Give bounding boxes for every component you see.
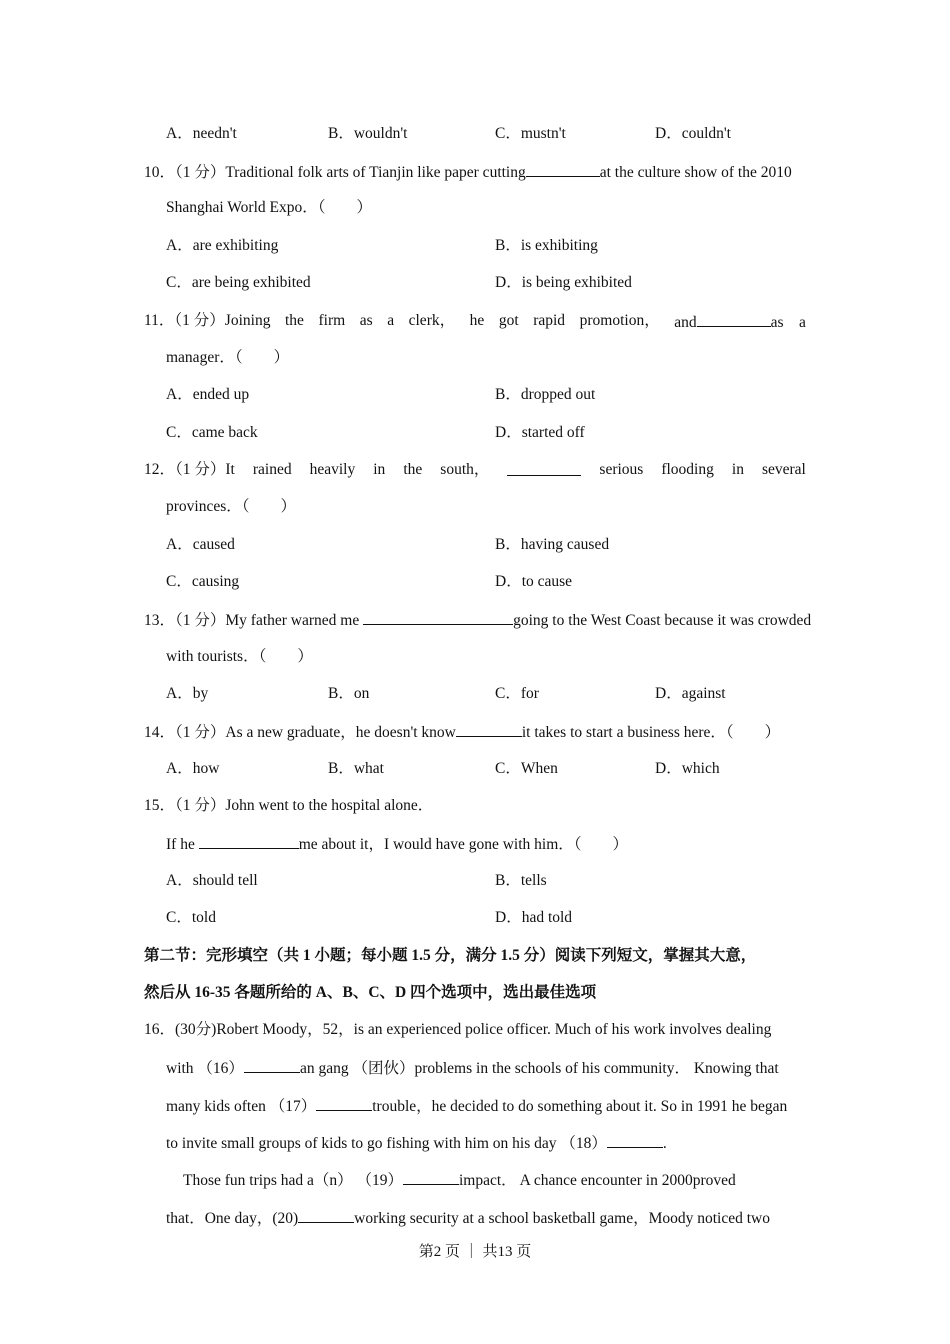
q11-stem-line1	[144, 311, 806, 333]
q13-stem-part1: 13．（1 分）My father warned me	[144, 612, 360, 629]
q12-stem-line2: provinces．（ ）	[166, 498, 297, 515]
q11-word: a	[387, 312, 395, 329]
q11-word: rapid	[533, 312, 566, 329]
q16-text: .	[662, 1135, 667, 1152]
q15-stem-part1: If he	[166, 836, 195, 853]
q9-option-a: A．needn't	[166, 125, 237, 142]
q16-text: an gang （团伙）problems in the schools of his community． Knowing that	[299, 1060, 779, 1077]
q10-stem-part1: 10．（1 分）Traditional folk arts of Tianjin like paper cutting	[144, 164, 526, 181]
q10-stem-line2: Shanghai World Expo．（ ）	[166, 199, 372, 216]
q14-option-a: A．how	[166, 760, 220, 777]
q12-word: heavily	[309, 461, 356, 478]
q14-option-d: D．which	[655, 760, 720, 777]
answer-blank	[244, 1057, 300, 1073]
q11-word: and	[674, 314, 697, 331]
q12-word: serious	[599, 461, 644, 478]
q15-option-b: B．tells	[495, 872, 547, 889]
q10-option-a: A．are exhibiting	[166, 237, 279, 254]
q14-stem-line1	[144, 721, 780, 743]
q11-blank-group	[674, 311, 806, 333]
answer-blank	[607, 1132, 663, 1148]
q9-option-c: C．mustn't	[495, 125, 566, 142]
q12-option-b: B．having caused	[495, 536, 610, 553]
q16-text: with （16）	[166, 1060, 244, 1077]
q16-text: impact． A chance encounter in 2000proved	[458, 1172, 736, 1189]
answer-blank	[507, 460, 581, 476]
q13-option-b: B．on	[328, 685, 370, 702]
q12-word: south，	[440, 461, 490, 478]
q10-option-d: D．is being exhibited	[495, 274, 632, 291]
answer-blank	[199, 833, 299, 849]
q11-word: as a	[770, 314, 806, 331]
q9-option-b: B．wouldn't	[328, 125, 408, 142]
q10-option-c: C．are being exhibited	[166, 274, 311, 291]
answer-blank	[298, 1207, 354, 1223]
q11-word: firm	[318, 312, 346, 329]
section2-heading-line2: 然后从 16-35 各题所给的 A、B、C、D 四个选项中，选出最佳选项	[144, 984, 597, 1001]
q16-text: trouble，he decided to do something about it. So in 1991 he began	[372, 1098, 788, 1115]
q11-stem-line2: manager．（ ）	[166, 349, 290, 366]
q11-word: the	[285, 312, 304, 329]
q12-word: rained	[252, 461, 292, 478]
q12-word: in	[373, 461, 386, 478]
section2-heading-line1: 第二节：完形填空（共 1 小题；每小题 1.5 分，满分 1.5 分）阅读下列短文，掌握其大意，	[144, 947, 757, 964]
q10-stem-part2: at the culture show of the 2010	[599, 164, 792, 181]
q11-word: promotion，	[579, 312, 660, 329]
q12-word: 12．（1 分）It	[144, 461, 235, 478]
q13-option-d: D．against	[655, 685, 726, 702]
q11-option-a: A．ended up	[166, 386, 250, 403]
answer-blank	[526, 161, 600, 177]
page-footer: 第2 页 ｜ 共13 页	[418, 1244, 532, 1260]
q10-option-b: B．is exhibiting	[495, 237, 598, 254]
q16-passage-line2	[166, 1057, 779, 1079]
q16-text: that．One day，(20)	[166, 1210, 299, 1227]
q12-option-d: D．to cause	[495, 573, 573, 590]
q11-word: clerk，	[408, 312, 456, 329]
q12-word: flooding	[661, 461, 714, 478]
q11-option-d: D．started off	[495, 424, 585, 441]
q11-word: got	[498, 312, 519, 329]
q15-option-c: C．told	[166, 909, 216, 926]
q15-stem-line2	[166, 833, 628, 855]
answer-blank	[456, 721, 522, 737]
answer-blank	[363, 609, 513, 625]
q11-option-b: B．dropped out	[495, 386, 596, 403]
q12-word: the	[403, 461, 423, 478]
q11-word: 11．（1 分）Joining	[144, 312, 271, 329]
q13-stem-part2: going to the West Coast because it was crowded	[513, 612, 812, 629]
q12-option-a: A．caused	[166, 536, 235, 553]
q11-option-c: C．came back	[166, 424, 258, 441]
q16-text: Those fun trips had a（n） （19）	[183, 1172, 403, 1189]
q16-passage-line6	[166, 1207, 770, 1229]
q14-stem-part1: 14．（1 分）As a new graduate，he doesn't know	[144, 724, 456, 741]
q15-option-d: D．had told	[495, 909, 573, 926]
answer-blank	[403, 1169, 459, 1185]
q13-stem-line1	[144, 609, 811, 631]
q16-text: many kids often （17）	[166, 1098, 317, 1115]
q15-stem-line1: 15．（1 分）John went to the hospital alone．	[144, 797, 434, 814]
q10-stem-line1	[144, 161, 792, 183]
q14-stem-part2: it takes to start a business here．（ ）	[521, 724, 781, 741]
q14-option-c: C．When	[495, 760, 558, 777]
q15-option-a: A．should tell	[166, 872, 258, 889]
q14-option-b: B．what	[328, 760, 384, 777]
q16-passage-line3	[166, 1095, 787, 1117]
q16-text: to invite small groups of kids to go fishing with him on his day （18）	[166, 1135, 607, 1152]
q9-option-d: D．couldn't	[655, 125, 731, 142]
q12-stem-line1	[144, 460, 806, 480]
q13-option-a: A．by	[166, 685, 209, 702]
answer-blank	[316, 1095, 372, 1111]
q13-stem-line2: with tourists．（ ）	[166, 648, 313, 665]
q15-stem-part2: me about it，I would have gone with him．（ ）	[298, 836, 629, 853]
q16-passage-line4	[166, 1132, 667, 1154]
q12-word: in	[731, 461, 744, 478]
q16-text: working security at a school basketball game，Moody noticed two	[354, 1210, 770, 1227]
q11-word: he	[469, 312, 485, 329]
q13-option-c: C．for	[495, 685, 539, 702]
answer-blank	[697, 311, 771, 327]
q16-passage-line5	[183, 1169, 736, 1191]
q11-word: as	[359, 312, 373, 329]
q12-word: several	[761, 461, 806, 478]
q12-option-c: C．causing	[166, 573, 240, 590]
q16-passage-line1: 16．(30分)Robert Moody，52，is an experienced police officer. Much of his work involves dealing	[144, 1021, 772, 1038]
